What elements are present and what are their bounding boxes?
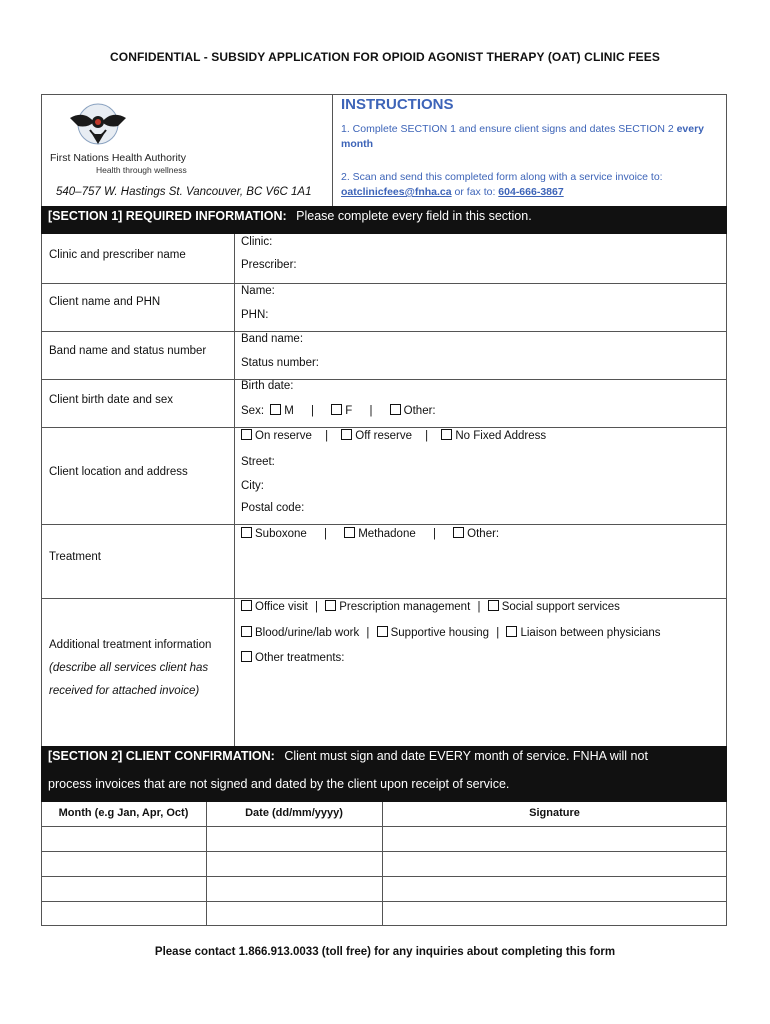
client-name-field[interactable]: Name:	[241, 285, 275, 297]
section2-heading: [SECTION 2] CLIENT CONFIRMATION:	[48, 749, 275, 763]
section2-note1: Client must sign and date EVERY month of service. FNHA will not	[284, 749, 648, 763]
instructions-step1	[341, 122, 725, 152]
month-cell[interactable]	[41, 827, 206, 851]
section2-header	[41, 746, 727, 802]
logo-org-name: First Nations Health Authority	[50, 152, 186, 164]
prescriber-field[interactable]: Prescriber:	[241, 259, 297, 271]
signature-cell[interactable]	[383, 902, 727, 925]
office-visit-checkbox[interactable]	[241, 600, 252, 611]
form-title: CONFIDENTIAL - SUBSIDY APPLICATION FOR OPIOID AGONIST THERAPY (OAT) CLINIC FEES	[110, 50, 660, 64]
signature-cell[interactable]	[383, 877, 727, 901]
footer-contact: Please contact 1.866.913.0033 (toll free) for any inquiries about completing this form	[154, 946, 616, 958]
email-link[interactable]: oatclinicfees@fnha.ca	[341, 186, 452, 198]
header-divider	[332, 94, 333, 206]
methadone-label: Methadone	[358, 528, 416, 540]
sex-label: Sex:	[241, 405, 265, 417]
date-cell[interactable]	[207, 877, 382, 901]
step1-emphasis: every month	[341, 123, 705, 150]
month-cell[interactable]	[41, 852, 206, 876]
signature-cell[interactable]	[383, 852, 727, 876]
client-location-label: Client location and address	[49, 466, 188, 478]
prescription-management-checkbox[interactable]	[325, 600, 336, 611]
reserve-options: On reserve | Off reserve | No Fixed Address	[241, 429, 546, 442]
treatment-other-checkbox[interactable]	[453, 527, 464, 538]
logo-tagline: Health through wellness	[96, 165, 187, 175]
additional-hint-2: received for attached invoice)	[49, 685, 200, 697]
month-cell[interactable]	[41, 902, 206, 925]
sex-other-checkbox[interactable]	[390, 404, 401, 415]
band-status-label: Band name and status number	[49, 345, 207, 357]
social-support-checkbox[interactable]	[488, 600, 499, 611]
off-reserve-checkbox[interactable]	[341, 429, 352, 440]
month-cell[interactable]	[41, 877, 206, 901]
table-row	[41, 902, 727, 925]
date-cell[interactable]	[207, 827, 382, 851]
col-month-header: Month (e.g Jan, Apr, Oct)	[58, 807, 189, 819]
table-row	[41, 877, 727, 901]
row-line	[41, 283, 727, 284]
phn-field[interactable]: PHN:	[241, 309, 269, 321]
lab-work-checkbox[interactable]	[241, 626, 252, 637]
office-visit-label: Office visit	[255, 601, 308, 613]
sex-m-checkbox[interactable]	[270, 404, 281, 415]
date-cell[interactable]	[207, 902, 382, 925]
treatment-other-label: Other:	[467, 528, 500, 540]
row-line	[41, 598, 727, 599]
city-field[interactable]: City:	[241, 480, 264, 492]
additional-treatment-label: Additional treatment information	[49, 639, 212, 651]
on-reserve-label: On reserve	[255, 430, 312, 442]
sex-m-label: M	[284, 405, 294, 417]
table-row	[41, 827, 727, 851]
clinic-field[interactable]: Clinic:	[241, 236, 273, 248]
treatment-label: Treatment	[49, 551, 101, 563]
section1-heading: [SECTION 1] REQUIRED INFORMATION:	[48, 209, 287, 223]
section1-divider	[234, 234, 235, 746]
section1-header	[41, 206, 727, 234]
suboxone-label: Suboxone	[255, 528, 307, 540]
instructions-step2	[341, 170, 725, 200]
lab-work-label: Blood/urine/lab work	[255, 627, 360, 639]
address: 540–757 W. Hastings St. Vancouver, BC V6C 1A1	[56, 186, 312, 198]
status-number-field[interactable]: Status number:	[241, 357, 319, 369]
prescription-management-label: Prescription management	[339, 601, 471, 613]
fax-number[interactable]: 604-666-3867	[498, 186, 564, 198]
signature-cell[interactable]	[383, 827, 727, 851]
row-line	[41, 379, 727, 380]
additional-row1: Office visit | Prescription management | Social support services	[241, 600, 620, 613]
band-name-field[interactable]: Band name:	[241, 333, 304, 345]
treatment-options: Suboxone | Methadone | Other:	[241, 527, 499, 540]
no-fixed-address-label: No Fixed Address	[455, 430, 547, 442]
date-cell[interactable]	[207, 852, 382, 876]
sex-f-checkbox[interactable]	[331, 404, 342, 415]
no-fixed-address-checkbox[interactable]	[441, 429, 452, 440]
row-line	[41, 427, 727, 428]
step1-text: 1. Complete SECTION 1 and ensure client signs and dates SECTION 2	[341, 123, 677, 135]
col-signature-header: Signature	[529, 807, 580, 819]
col-date-header: Date (dd/mm/yyyy)	[245, 807, 343, 819]
birth-date-field[interactable]: Birth date:	[241, 380, 294, 392]
off-reserve-label: Off reserve	[355, 430, 412, 442]
instructions-heading: INSTRUCTIONS	[341, 96, 454, 113]
additional-hint-1: (describe all services client has	[49, 662, 209, 674]
sex-other-label: Other:	[403, 405, 436, 417]
sex-f-label: F	[345, 405, 353, 417]
section2-note2: process invoices that are not signed and dated by the client upon receipt of service.	[48, 777, 510, 791]
row-line	[41, 331, 727, 332]
postal-code-field[interactable]: Postal code:	[241, 502, 305, 514]
birth-sex-label: Client birth date and sex	[49, 394, 174, 406]
additional-row2: Blood/urine/lab work | Supportive housing | Liaison between physicians	[241, 626, 661, 639]
section1-note: Please complete every field in this section.	[296, 209, 532, 223]
methadone-checkbox[interactable]	[344, 527, 355, 538]
row-line	[41, 524, 727, 525]
supportive-housing-label: Supportive housing	[390, 627, 490, 639]
other-treatments-label: Other treatments:	[255, 652, 345, 664]
client-name-phn-label: Client name and PHN	[49, 296, 161, 308]
liaison-label: Liaison between physicians	[520, 627, 661, 639]
social-support-label: Social support services	[501, 601, 620, 613]
street-field[interactable]: Street:	[241, 456, 275, 468]
additional-row3	[241, 651, 344, 664]
on-reserve-checkbox[interactable]	[241, 429, 252, 440]
liaison-checkbox[interactable]	[506, 626, 517, 637]
other-treatments-checkbox[interactable]	[241, 651, 252, 662]
table-row	[41, 852, 727, 876]
fax-text: or fax to:	[451, 186, 499, 198]
clinic-prescriber-label: Clinic and prescriber name	[49, 249, 186, 261]
step2-text: 2. Scan and send this completed form along with a service invoice to:	[341, 171, 663, 183]
supportive-housing-checkbox[interactable]	[377, 626, 388, 637]
sex-options: Sex: M | F | Other:	[241, 405, 436, 417]
suboxone-checkbox[interactable]	[241, 527, 252, 538]
